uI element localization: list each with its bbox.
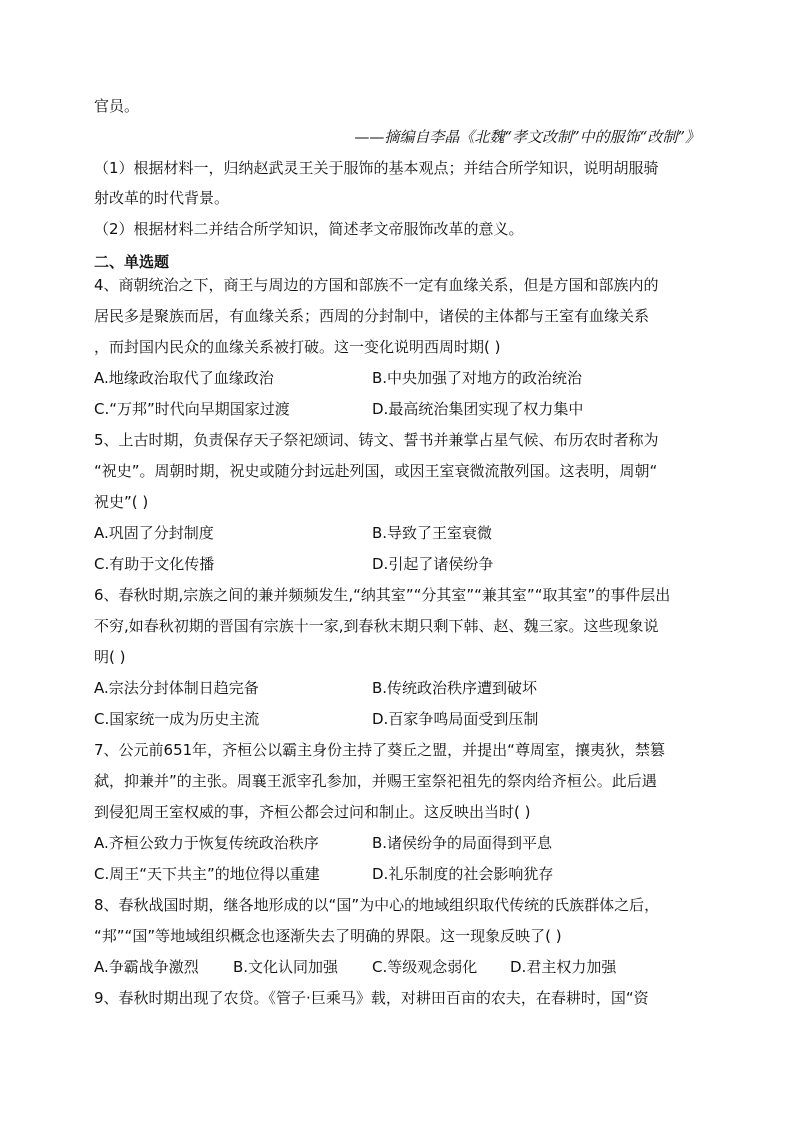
- question-7-option-d[interactable]: D.礼乐制度的社会影响犹存: [372, 865, 554, 883]
- question-5-line-1: 5、上古时期，负责保存天子祭祀颂词、铸文、誓书并兼掌占星气候、布历农时者称为: [94, 431, 659, 449]
- question-8-option-a[interactable]: A.争霸战争激烈: [94, 958, 199, 976]
- question-4-line-1: 4、商朝统治之下，商王与周边的方国和部族不一定有血缘关系，但是方国和部族内的: [94, 276, 659, 294]
- question-4-option-d[interactable]: D.最高统治集团实现了权力集中: [372, 400, 584, 418]
- question-6-line-3: 明( ): [94, 648, 126, 666]
- question-5-option-a[interactable]: A.巩固了分封制度: [94, 524, 214, 542]
- question-5-line-2: “祝史”。周朝时期，祝史或随分封远赴列国，或因王室衰微流散列国。这表明，周朝“: [94, 462, 658, 480]
- section-title: 二、单选题: [94, 253, 170, 271]
- question-8-option-d[interactable]: D.君主权力加强: [510, 958, 617, 976]
- question-6-option-c[interactable]: C.国家统一成为历史主流: [94, 710, 260, 728]
- question-8-line-1: 8、春秋战国时期，继各地形成的以“国”为中心的地域组织取代传统的氏族群体之后，: [94, 896, 660, 914]
- question-8-option-b[interactable]: B.文化认同加强: [233, 958, 339, 976]
- question-7-line-1: 7、公元前651年，齐桓公以霸主身份主持了葵丘之盟，并提出“尊周室，攘夷狄，禁篡: [94, 741, 665, 759]
- question-5-option-c[interactable]: C.有助于文化传播: [94, 555, 215, 573]
- question-6-option-a[interactable]: A.宗法分封体制日趋完备: [94, 679, 259, 697]
- question-4-option-a[interactable]: A.地缘政治取代了血缘政治: [94, 369, 274, 387]
- sub-question-1-line-1: （1）根据材料一，归纳赵武灵王关于服饰的基本观点；并结合所学知识，说明胡服骑: [94, 159, 659, 177]
- question-6-line-2: 不穷,如春秋初期的晋国有宗族十一家,到春秋末期只剩下韩、赵、魏三家。这些现象说: [94, 617, 659, 635]
- material-source: ——摘编自李晶《北魏“孝文改制”中的服饰“改制”》: [354, 128, 700, 146]
- material-tail-text: 官员。: [94, 97, 140, 115]
- question-4-option-b[interactable]: B.中央加强了对地方的政治统治: [372, 369, 583, 387]
- question-7-option-c[interactable]: C.周王“天下共主”的地位得以重建: [94, 865, 320, 883]
- question-5-line-3: 祝史”( ): [94, 493, 149, 511]
- question-8-option-c[interactable]: C.等级观念弱化: [372, 958, 478, 976]
- question-4-option-c[interactable]: C.“万邦”时代向早期国家过渡: [94, 400, 290, 418]
- question-7-option-b[interactable]: B.诸侯纷争的局面得到平息: [372, 834, 553, 852]
- question-6-line-1: 6、春秋时期,宗族之间的兼并频频发生,“纳其室”“分其室”“兼其室”“取其室”的事件层出: [94, 586, 671, 604]
- question-7-line-2: 弑，抑兼并”的主张。周襄王派宰孔参加，并赐王室祭祀祖先的祭肉给齐桓公。此后遇: [94, 772, 657, 790]
- question-6-option-d[interactable]: D.百家争鸣局面受到压制: [372, 710, 539, 728]
- sub-question-1-line-2: 射改革的时代背景。: [94, 189, 230, 207]
- question-6-option-b[interactable]: B.传统政治秩序遭到破坏: [372, 679, 538, 697]
- question-9-line-1: 9、春秋时期出现了农贷。《管子·巨乘马》载，对耕田百亩的农夫，在春耕时，国“资: [94, 989, 649, 1007]
- question-7-option-a[interactable]: A.齐桓公致力于恢复传统政治秩序: [94, 834, 319, 852]
- question-5-option-b[interactable]: B.导致了王室衰微: [372, 524, 493, 542]
- question-4-line-2: 居民多是聚族而居，有血缘关系；西周的分封制中，诸侯的主体都与王室有血缘关系: [94, 307, 650, 325]
- question-4-line-3: ，而封国内民众的血缘关系被打破。这一变化说明西周时期( ): [94, 338, 501, 356]
- question-8-line-2: “邦”“国”等地域组织概念也逐渐失去了明确的界限。这一现象反映了( ): [94, 927, 562, 945]
- sub-question-2: （2）根据材料二并结合所学知识，简述孝文帝服饰改革的意义。: [94, 220, 524, 238]
- question-7-line-3: 到侵犯周王室权威的事，齐桓公都会过问和制止。这反映出当时( ): [94, 803, 531, 821]
- question-5-option-d[interactable]: D.引起了诸侯纷争: [372, 555, 494, 573]
